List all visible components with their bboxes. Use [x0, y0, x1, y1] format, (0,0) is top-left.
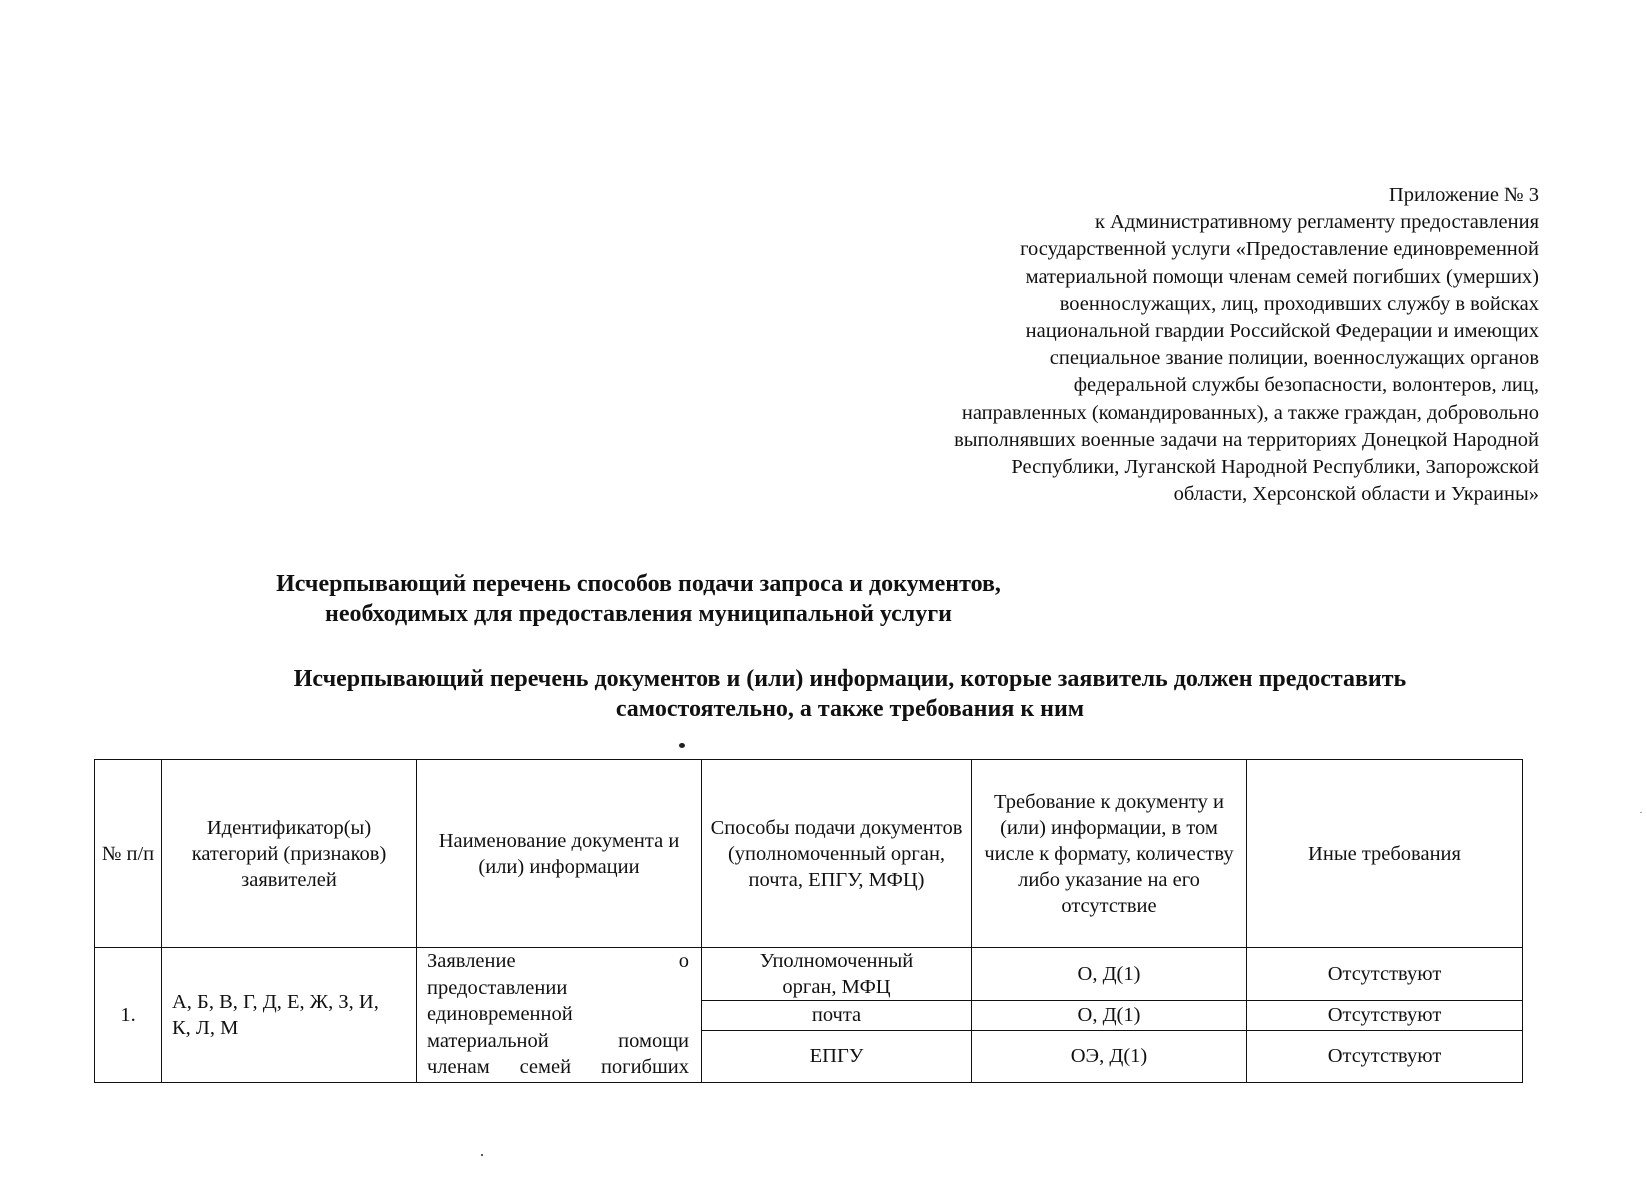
table-header-row: [95, 760, 1523, 948]
section-heading-line: необходимых для предоставления муниципальной услуги: [324, 601, 952, 627]
row-other: Отсутствуют: [1247, 1001, 1523, 1030]
row-identifiers: А, Б, В, Г, Д, Е, Ж, З, И, К, Л, М: [162, 948, 417, 1083]
doc-name-line: предоставлении: [427, 976, 568, 999]
appendix-line: материальной помощи членам семей погибших (умерших): [1025, 265, 1539, 288]
appendix-line: государственной услуги «Предоставление единовременной: [1020, 238, 1539, 261]
doc-name-line: членам семей погибших: [427, 1056, 689, 1078]
header-identifiers: Идентификатор(ы) категорий (признаков) заявителей: [162, 760, 417, 948]
header-num: № п/п: [95, 760, 162, 948]
appendix-line: области, Херсонской области и Украины»: [1173, 483, 1539, 506]
row-num: 1.: [95, 948, 162, 1083]
header-methods: Способы подачи документов (уполномоченный орган, почта, ЕПГУ, МФЦ): [702, 760, 972, 948]
appendix-line: Республики, Луганской Народной Республики, Запорожской: [1011, 456, 1539, 479]
doc-name-line: единовременной: [427, 1003, 573, 1025]
subsection-heading-line: Исчерпывающий перечень документов и (или) информации, которые заявитель должен предоставить: [293, 666, 1407, 692]
row-requirement: ОЭ, Д(1): [972, 1030, 1247, 1082]
subsection-heading-line: самостоятельно, а также требования к ним: [615, 696, 1085, 722]
appendix-line: военнослужащих, лиц, проходивших службу в войсках: [1059, 292, 1539, 315]
row-method: почта: [702, 1001, 972, 1030]
section-heading: [0, 569, 1277, 629]
header-requirement: Требование к документу и (или) информации, в том числе к формату, количеству либо указание на его отсутствие: [972, 760, 1247, 948]
appendix-line: к Административному регламенту предоставления: [1094, 211, 1539, 234]
appendix-line: федеральной службы безопасности, волонтеров, лиц,: [1073, 374, 1539, 397]
header-other: Иные требования: [1247, 760, 1523, 948]
scan-speck: [481, 1154, 483, 1156]
appendix-line: национальной гвардии Российской Федерации и имеющих: [1025, 320, 1539, 343]
appendix-line: направленных (командированных), а также граждан, добровольно: [961, 401, 1539, 424]
scan-speck: [679, 743, 685, 748]
scan-speck: [1640, 812, 1642, 813]
row-method: Уполномоченный орган, МФЦ: [702, 948, 972, 1001]
row-other: Отсутствуют: [1247, 948, 1523, 1001]
appendix-line: выполнявших военные задачи на территориях Донецкой Народной: [954, 428, 1539, 451]
row-requirement: О, Д(1): [972, 1001, 1247, 1030]
doc-name-line: Заявление о: [427, 950, 689, 972]
appendix-header: [819, 182, 1539, 508]
doc-name-line: материальной помощи: [427, 1029, 689, 1052]
row-other: Отсутствуют: [1247, 1030, 1523, 1082]
header-doc-name: Наименование документа и (или) информации: [417, 760, 702, 948]
section-heading-line: Исчерпывающий перечень способов подачи запроса и документов,: [276, 571, 1001, 597]
row-doc-name: [417, 948, 702, 1083]
subsection-heading: [0, 664, 1647, 724]
appendix-line: Приложение № 3: [1388, 184, 1539, 206]
documents-table: [94, 759, 1523, 1083]
row-method: ЕПГУ: [702, 1030, 972, 1082]
row-requirement: О, Д(1): [972, 948, 1247, 1001]
table-row: [95, 948, 1523, 1001]
appendix-line: специальное звание полиции, военнослужащих органов: [1049, 347, 1539, 370]
